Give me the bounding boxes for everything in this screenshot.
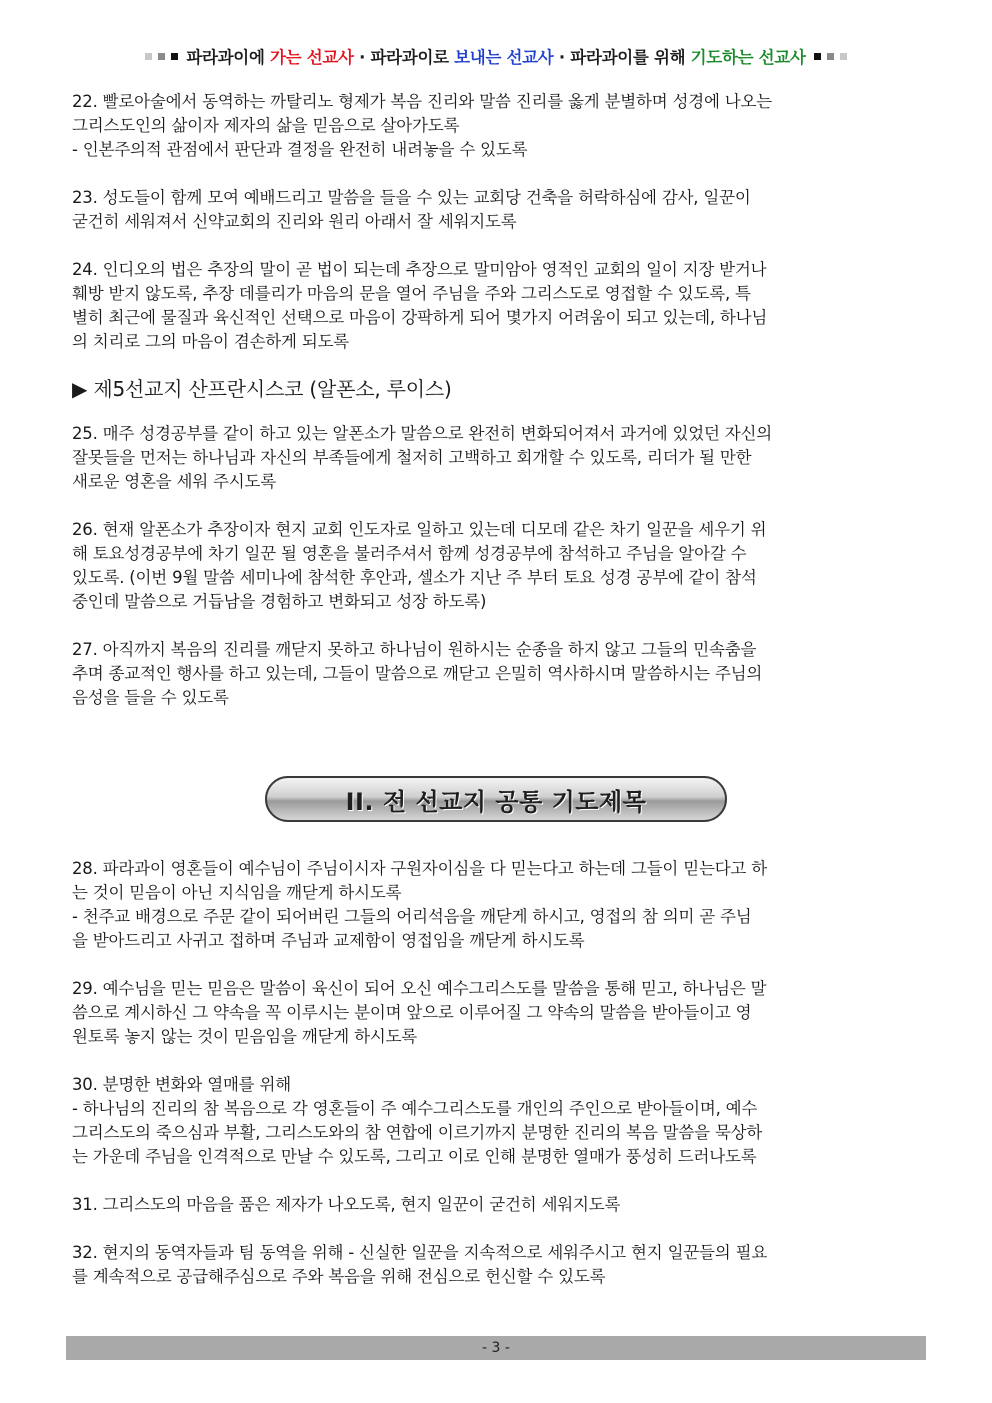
- prayer-item-line: 25. 매주 성경공부를 같이 하고 있는 알폰소가 말씀으로 완전히 변화되어져서 과거에 있었던 자신의: [72, 424, 772, 443]
- paragraph-gap: [72, 162, 921, 186]
- prayer-item-line: - 하나님의 진리의 참 복음으로 각 영혼들이 주 예수그리스도를 개인의 주인으로 받아들이며, 예수: [72, 1099, 758, 1118]
- prayer-item-line: 중인데 말씀으로 거듭남을 경험하고 변화되고 성장 하도록): [72, 592, 487, 611]
- decor-square-icon: [840, 53, 847, 60]
- prayer-item: [72, 1193, 921, 1217]
- prayer-item-line: 별히 최근에 물질과 육신적인 선택으로 마음이 강팍하게 되어 몇가지 어려움이 되고 있는데, 하나님: [72, 308, 768, 327]
- page-header: [0, 44, 992, 68]
- header-text-red: 가는 선교사: [270, 48, 354, 67]
- prayer-item-line: 를 계속적으로 공급해주심으로 주와 복음을 위해 전심으로 헌신할 수 있도록: [72, 1267, 606, 1286]
- prayer-item-line: 30. 분명한 변화와 열매를 위해: [72, 1075, 291, 1094]
- prayer-item-line: 의 치리로 그의 마음이 겸손하게 되도록: [72, 332, 350, 351]
- header-text-3: · 파라과이를 위해: [553, 48, 691, 67]
- prayer-item-line: 그리스도의 죽으심과 부활, 그리스도와의 참 연합에 이르기까지 분명한 진리의 복음 말씀을 묵상하: [72, 1123, 763, 1142]
- prayer-item-line: 추며 종교적인 행사를 하고 있는데, 그들이 말씀으로 깨닫고 은밀히 역사하시며 말씀하시는 주님의: [72, 664, 763, 683]
- paragraph-gap: [72, 614, 921, 638]
- prayer-item: [72, 422, 921, 494]
- prayer-item: [72, 1073, 921, 1169]
- prayer-item-line: 새로운 영혼을 세워 주시도록: [72, 472, 277, 491]
- paragraph-gap: [72, 953, 921, 977]
- decor-square-icon: [827, 53, 834, 60]
- prayer-item-line: 는 것이 믿음이 아닌 지식임을 깨닫게 하시도록: [72, 883, 402, 902]
- prayer-list-common: [72, 857, 921, 1289]
- prayer-item: [72, 638, 921, 710]
- prayer-list-upper: [72, 90, 921, 354]
- decor-square-icon: [171, 53, 178, 60]
- prayer-item-line: 24. 인디오의 법은 추장의 말이 곧 법이 되는데 추장으로 말미암아 영적인 교회의 일이 지장 받거나: [72, 260, 767, 279]
- prayer-item-line: 굳건히 세워져서 신약교회의 진리와 원리 아래서 잘 세워지도록: [72, 212, 517, 231]
- prayer-item-line: - 인본주의적 관점에서 판단과 결정을 완전히 내려놓을 수 있도록: [72, 140, 528, 159]
- paragraph-gap: [72, 1217, 921, 1241]
- prayer-item-line: 26. 현재 알폰소가 추장이자 현지 교회 인도자로 일하고 있는데 디모데 같은 차기 일꾼을 세우기 위: [72, 520, 767, 539]
- prayer-item-line: 훼방 받지 않도록, 추장 데를리가 마음의 문을 열어 주님을 주와 그리스도로 영접할 수 있도록, 특: [72, 284, 751, 303]
- prayer-item-line: 27. 아직까지 복음의 진리를 깨닫지 못하고 하나님이 원하시는 순종을 하지 않고 그들의 민속춤을: [72, 640, 757, 659]
- banner-title: II. 전 선교지 공통 기도제목: [265, 776, 727, 822]
- decor-square-icon: [814, 53, 821, 60]
- decor-square-icon: [145, 53, 152, 60]
- prayer-item: [72, 186, 921, 234]
- header-text-2: · 파라과이로: [353, 48, 455, 67]
- prayer-item-line: 있도록. (이번 9월 말씀 세미나에 참석한 후안과, 셀소가 지난 주 부터 토요 성경 공부에 같이 참석: [72, 568, 757, 587]
- paragraph-gap: [72, 1049, 921, 1073]
- page-footer: [66, 1336, 926, 1360]
- prayer-item-line: 32. 현지의 동역자들과 팀 동역을 위해 - 신실한 일꾼을 지속적으로 세워주시고 현지 일꾼들의 필요: [72, 1243, 768, 1262]
- prayer-item-line: 잘못들을 먼저는 하나님과 자신의 부족들에게 철저히 고백하고 회개할 수 있도록, 리더가 될 만한: [72, 448, 752, 467]
- lower-content: [72, 857, 921, 1289]
- prayer-item-line: 28. 파라과이 영혼들이 예수님이 주님이시자 구원자이심을 다 믿는다고 하는데 그들이 믿는다고 하: [72, 859, 767, 878]
- prayer-item-line: 31. 그리스도의 마음을 품은 제자가 나오도록, 현지 일꾼이 굳건히 세워지도록: [72, 1195, 621, 1214]
- paragraph-gap: [72, 234, 921, 258]
- header-text-green: 기도하는 선교사: [690, 48, 806, 67]
- page-number: - 3 -: [482, 1340, 510, 1356]
- prayer-list-section5: [72, 422, 921, 710]
- prayer-item-line: 을 받아드리고 사귀고 접하며 주님과 교제함이 영접임을 깨닫게 하시도록: [72, 931, 585, 950]
- header-text-blue: 보내는 선교사: [454, 48, 554, 67]
- prayer-item-line: 원토록 놓지 않는 것이 믿음임을 깨닫게 하시도록: [72, 1027, 418, 1046]
- header-text-1: 파라과이에: [186, 48, 271, 67]
- prayer-item-line: 음성을 들을 수 있도록: [72, 688, 229, 707]
- section-banner: [265, 776, 727, 822]
- prayer-item-line: 22. 빨로아술에서 동역하는 까탈리노 형제가 복음 진리와 말씀 진리를 옳게 분별하며 성경에 나오는: [72, 92, 772, 111]
- prayer-item: [72, 857, 921, 953]
- prayer-item-line: 해 토요성경공부에 차기 일꾼 될 영혼을 불러주셔서 함께 성경공부에 참석하고 주님을 알아갈 수: [72, 544, 747, 563]
- prayer-item: [72, 258, 921, 354]
- paragraph-gap: [72, 1169, 921, 1193]
- prayer-item: [72, 1241, 921, 1289]
- prayer-item: [72, 518, 921, 614]
- prayer-item-line: 그리스도인의 삶이자 제자의 삶을 믿음으로 살아가도록: [72, 116, 460, 135]
- paragraph-gap: [72, 494, 921, 518]
- prayer-item: [72, 90, 921, 162]
- prayer-item: [72, 977, 921, 1049]
- prayer-item-line: - 천주교 배경으로 주문 같이 되어버린 그들의 어리석음을 깨닫게 하시고, 영접의 참 의미 곧 주님: [72, 907, 752, 926]
- prayer-item-line: 29. 예수님을 믿는 믿음은 말씀이 육신이 되어 오신 예수그리스도를 말씀을 통해 믿고, 하나님은 말: [72, 979, 767, 998]
- upper-content: [72, 90, 921, 710]
- prayer-item-line: 23. 성도들이 함께 모여 예배드리고 말씀을 들을 수 있는 교회당 건축을 허락하심에 감사, 일꾼이: [72, 188, 751, 207]
- prayer-item-line: 씀으로 계시하신 그 약속을 꼭 이루시는 분이며 앞으로 이루어질 그 약속의 말씀을 받아들이고 영: [72, 1003, 752, 1022]
- prayer-item-line: 는 가운데 주님을 인격적으로 만날 수 있도록, 그리고 이로 인해 분명한 열매가 풍성히 드러나도록: [72, 1147, 757, 1166]
- decor-square-icon: [158, 53, 165, 60]
- section-heading: ▶ 제5선교지 산프란시스코 (알폰소, 루이스): [72, 377, 452, 401]
